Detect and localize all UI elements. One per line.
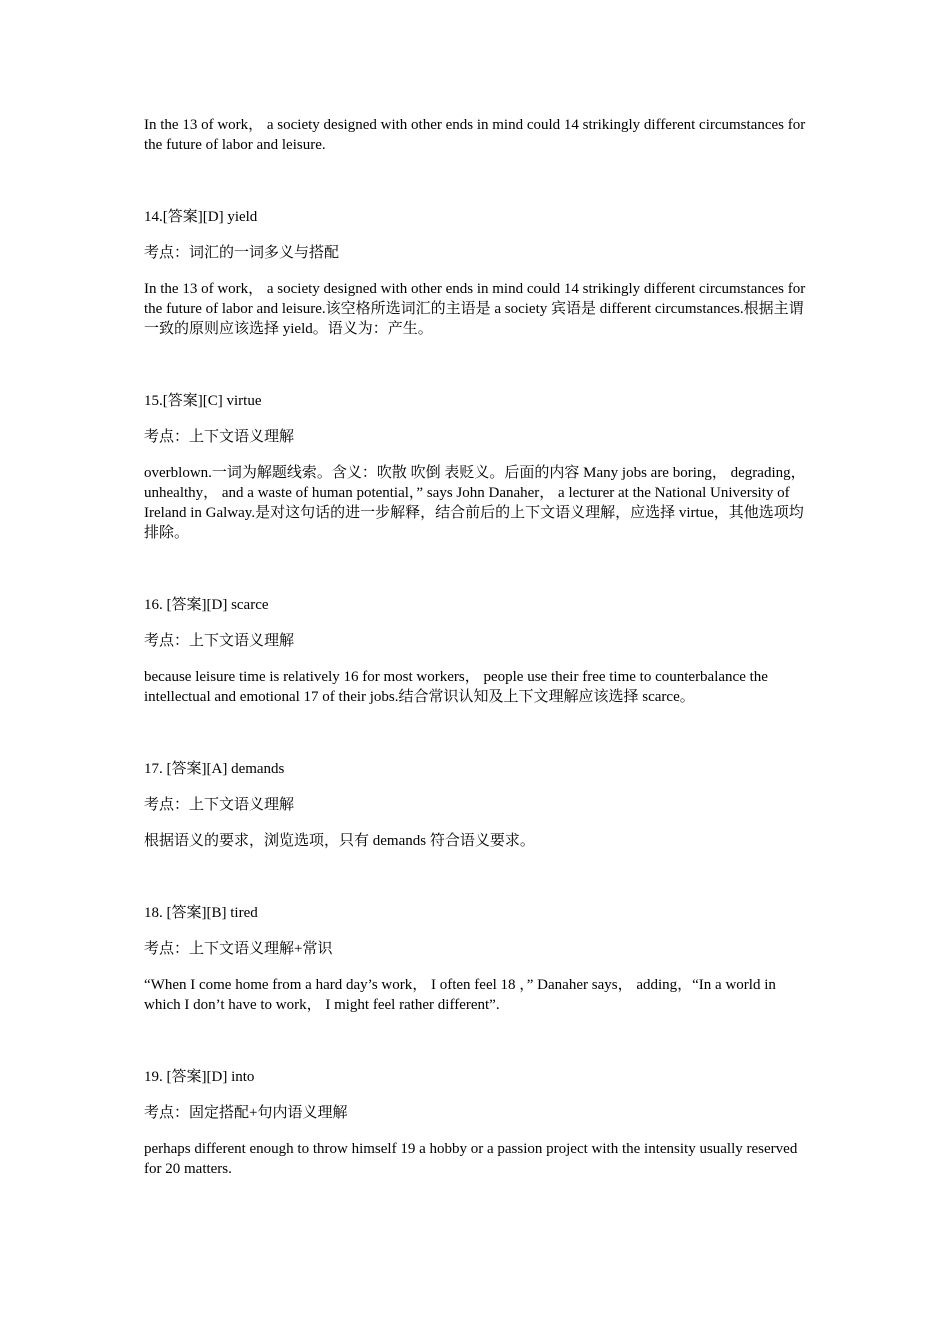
test-point: 考点：上下文语义理解 xyxy=(144,633,295,649)
answer-line: 16. [答案][D] scarce xyxy=(144,597,269,613)
answer-item-15 xyxy=(144,391,806,543)
explanation: In the 13 of work， a society designed with other ends in mind could 14 strikingly different circumstances for the future of labor and leisure.该空格所选词汇的主语是 a society 宾语是 different circumstances.根据主谓一致的原则应该选择 yield。语义为：产生。 xyxy=(144,281,806,337)
test-point: 考点：固定搭配+句内语义理解 xyxy=(144,1105,348,1121)
explanation: perhaps different enough to throw himself 19 a hobby or a passion project with the intensity usually reserved for 20 matters. xyxy=(144,1141,798,1177)
answer-item-14 xyxy=(144,207,806,339)
answer-item-17 xyxy=(144,759,806,851)
test-point: 考点：词汇的一词多义与搭配 xyxy=(144,245,340,261)
answer-line: 17. [答案][A] demands xyxy=(144,761,285,777)
answer-item-19 xyxy=(144,1067,806,1179)
test-point: 考点：上下文语义理解 xyxy=(144,797,295,813)
answer-item-16 xyxy=(144,595,806,707)
test-point: 考点：上下文语义理解+常识 xyxy=(144,941,333,957)
test-point: 考点：上下文语义理解 xyxy=(144,429,295,445)
answer-item-18 xyxy=(144,903,806,1015)
explanation: because leisure time is relatively 16 for most workers， people use their free time to counterbalance the intellectual and emotional 17 of their jobs.结合常识认知及上下文理解应该选择 scarce。 xyxy=(144,669,768,705)
explanation: 根据语义的要求，浏览选项，只有 demands 符合语义要求。 xyxy=(144,833,535,849)
explanation: overblown.一词为解题线索。含义：吹散 吹倒 表贬义。后面的内容 Many jobs are boring， degrading， unhealthy， and a waste of human potential，” says John Danaher， a lecturer at the National University of Ireland in Galway.是对这句话的进一步解释，结合前后的上下文语义理解，应选择 virtue，其他选项均排除。 xyxy=(144,465,806,541)
explanation: “When I come home from a hard day’s work， I often feel 18 ，” Danaher says， adding，“In a world in which I don’t have to work， I might feel rather different”. xyxy=(144,977,776,1013)
intro-paragraph: In the 13 of work， a society designed with other ends in mind could 14 strikingly different circumstances for the future of labor and leisure. xyxy=(144,117,806,153)
answer-line: 19. [答案][D] into xyxy=(144,1069,255,1085)
document-page xyxy=(144,115,806,1179)
answer-line: 15.[答案][C] virtue xyxy=(144,393,262,409)
answer-line: 14.[答案][D] yield xyxy=(144,209,258,225)
answer-line: 18. [答案][B] tired xyxy=(144,905,258,921)
